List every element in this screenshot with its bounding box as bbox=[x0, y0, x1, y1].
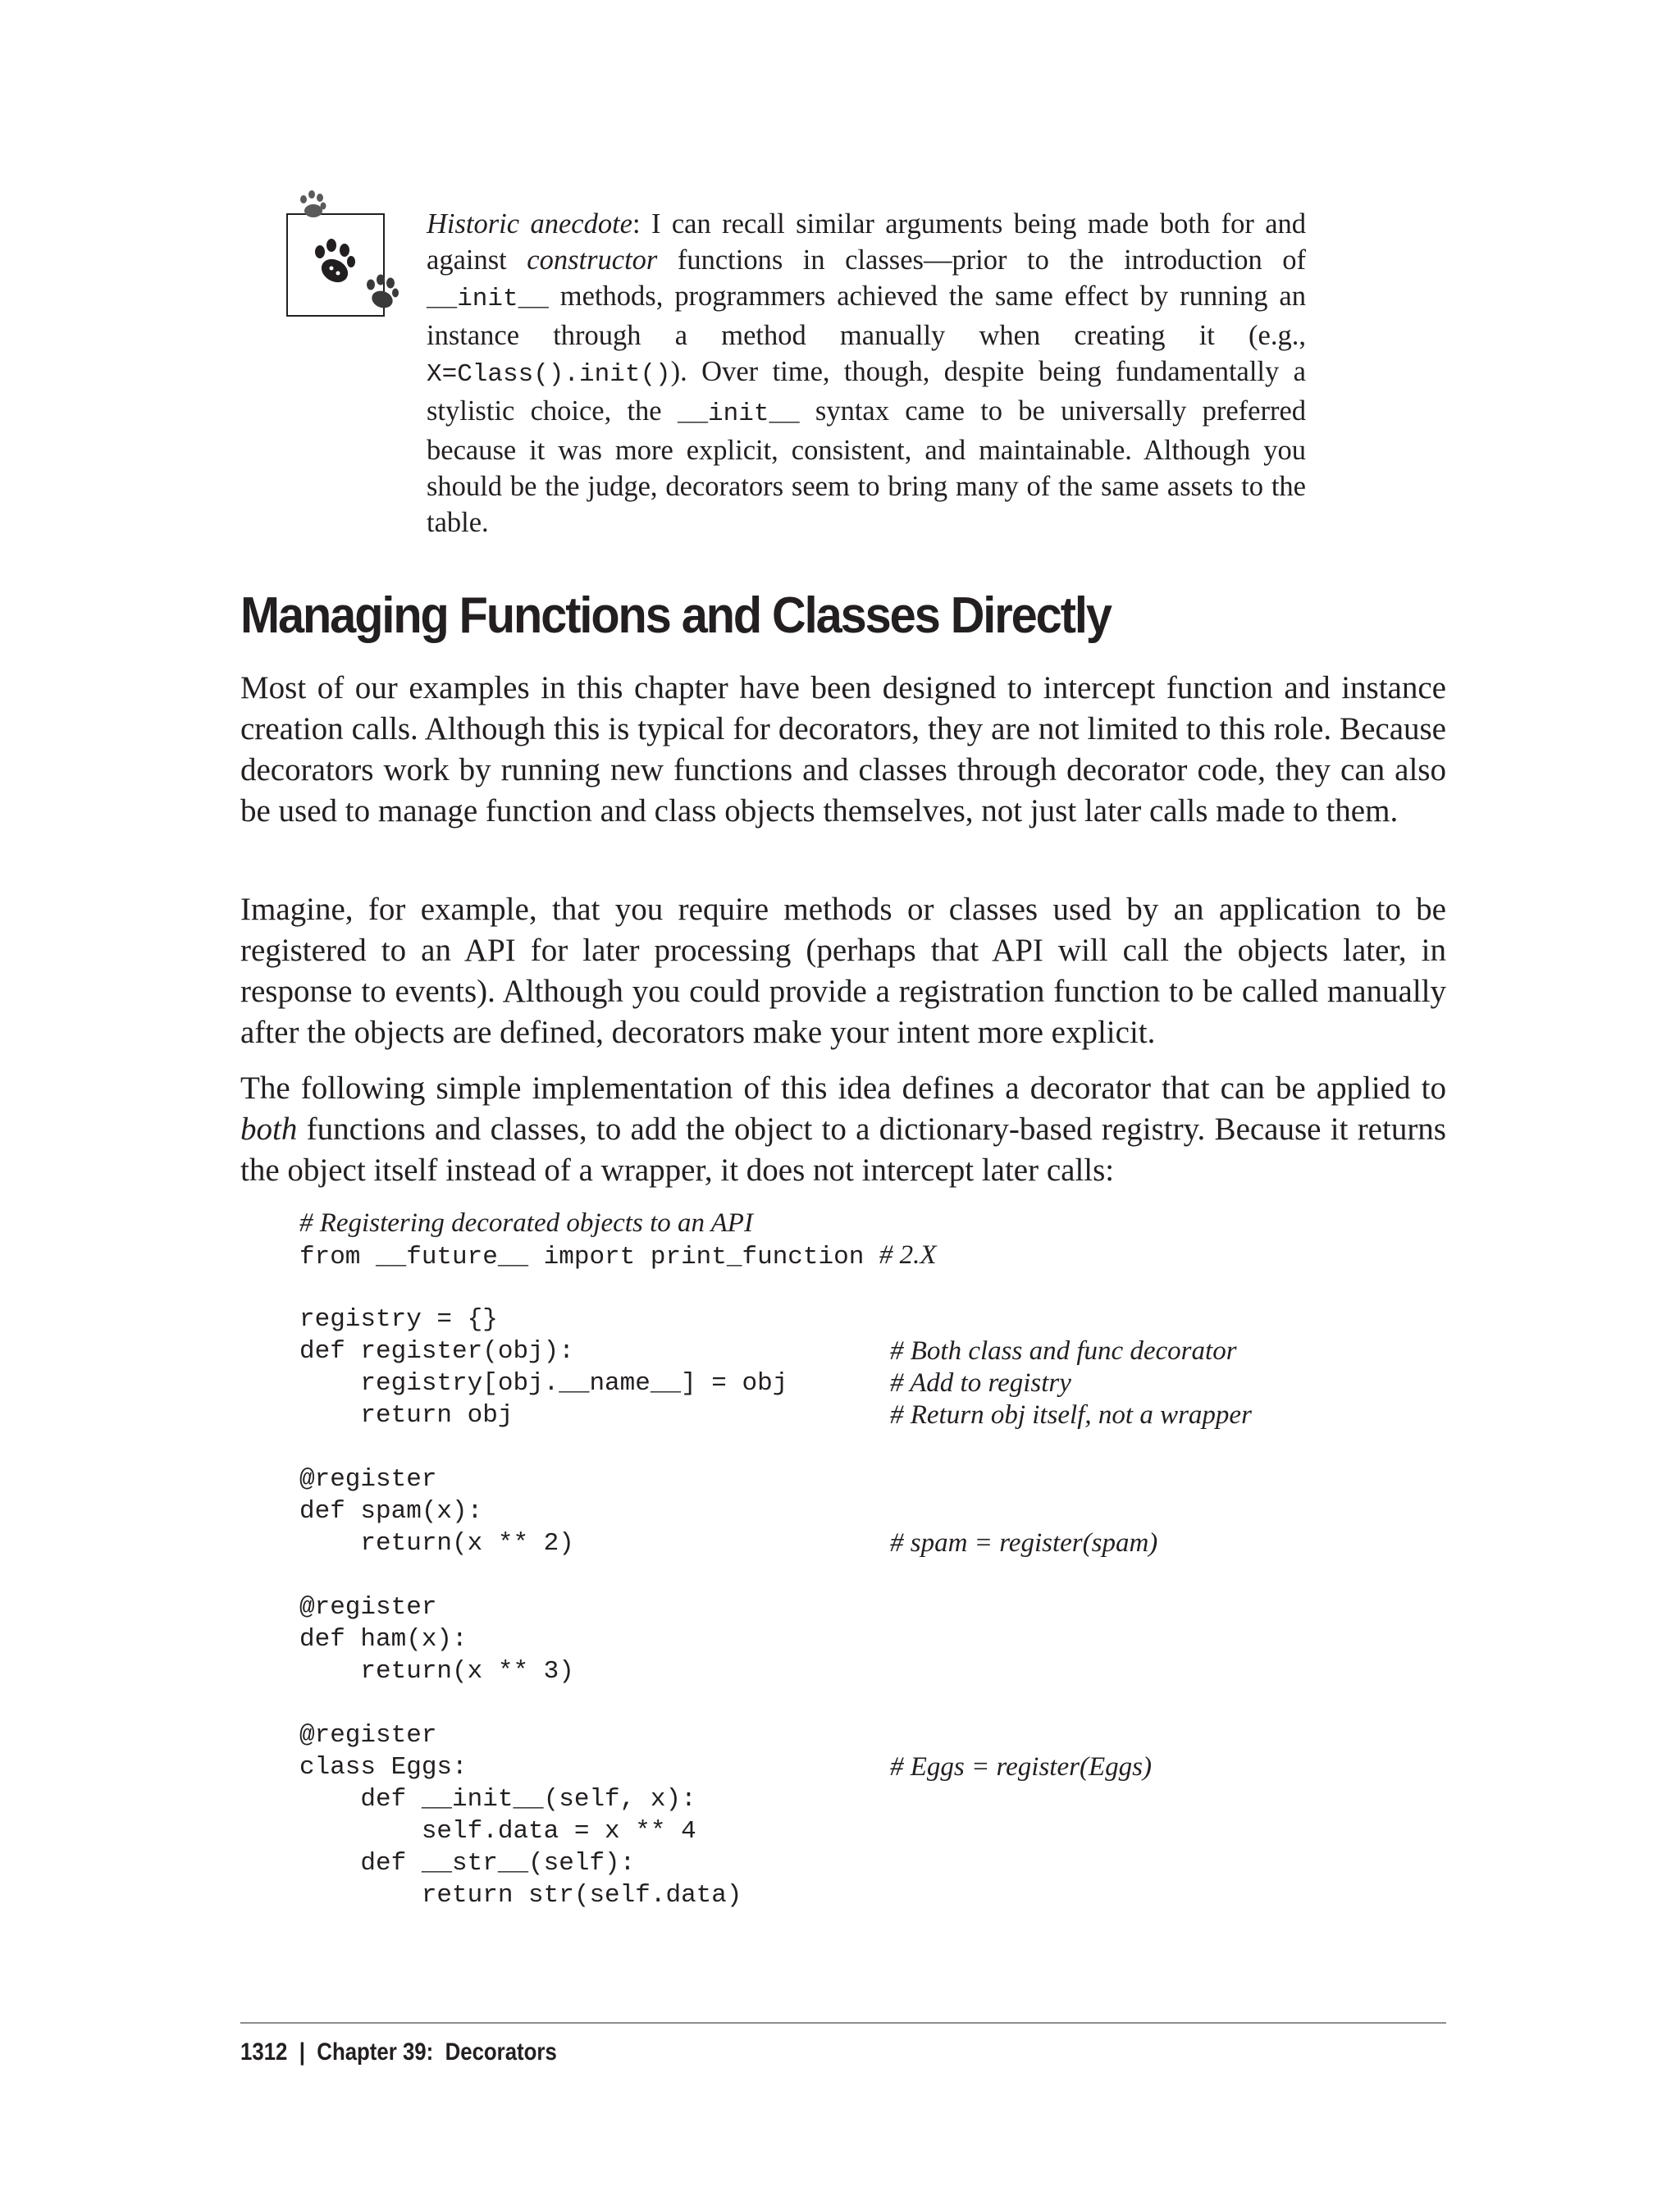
code-comment: # Registering decorated objects to an API bbox=[299, 1208, 753, 1238]
code-line-blank bbox=[299, 1431, 1366, 1463]
note-emphasis: constructor bbox=[527, 244, 658, 276]
code-line: @register bbox=[299, 1593, 437, 1622]
inline-code: X=Class().init() bbox=[427, 360, 671, 389]
code-comment: # Eggs = register(Eggs) bbox=[890, 1752, 1152, 1782]
code-line: def register(obj): # Both class and func decorator bbox=[299, 1336, 1237, 1366]
inline-code: __init__ bbox=[677, 399, 800, 428]
code-line: def __str__(self): bbox=[299, 1849, 636, 1878]
code-comment: # Return obj itself, not a wrapper bbox=[890, 1400, 1252, 1430]
code-line-blank bbox=[299, 1687, 1366, 1719]
code-line: class Eggs: # Eggs = register(Eggs) bbox=[299, 1752, 1152, 1782]
note-text: Historic anecdote: I can recall similar arguments being made both for and against constructor functions in classes—prior to the introduction of __init__ methods, programmers achieved the same effect by running an instance through a method manually when creating it (e.g., X=Class().init()). Over time, though, despite being fundamentally a stylistic choice, the __init__ syntax came to be universally preferred because it was more explicit, consistent, and maintainable. Although you should be the judge, decorators seem to bring many of the same assets to the table. bbox=[427, 208, 1307, 538]
code-comment: # Add to registry bbox=[890, 1368, 1071, 1398]
note-label: Historic anecdote bbox=[427, 208, 632, 240]
inline-code: __init__ bbox=[427, 285, 549, 313]
code-line bbox=[299, 1208, 1366, 1239]
page-number: 1312 bbox=[240, 2038, 288, 2066]
code-line: return str(self.data) bbox=[299, 1881, 742, 1910]
code-line: registry[obj.__name__] = obj # Add to registry bbox=[299, 1368, 1071, 1398]
paragraph-intro: Most of our examples in this chapter have been designed to intercept function and instance creation calls. Although this is typical for decorators, they are not limited to this role. Because decorators work by running new functions and classes through decorator code, they can also be used to manage function and class objects themselves, not just later calls made to them. bbox=[240, 670, 1446, 829]
code-line: @register bbox=[299, 1721, 437, 1750]
paragraph-implementation: The following simple implementation of this idea defines a decorator that can be applied to both functions and classes, to add the object to a dictionary-based registry. Because it returns the object itself instead of a wrapper, it does not intercept later calls: bbox=[240, 1071, 1446, 1188]
page-footer bbox=[240, 2036, 557, 2069]
code-line-blank bbox=[299, 1559, 1366, 1591]
emphasis-both: both bbox=[240, 1112, 298, 1147]
code-line: return obj # Return obj itself, not a wrapper bbox=[299, 1400, 1252, 1430]
code-listing bbox=[299, 1208, 1366, 1911]
code-line: def ham(x): bbox=[299, 1625, 468, 1654]
code-line: registry = {} bbox=[299, 1305, 498, 1334]
paragraph-example: Imagine, for example, that you require methods or classes used by an application to be registered to an API for later processing (perhaps that API will call the objects later, in response to events). Although you could provide a registration function to be called manually after the objects are defined, decorators make your intent more explicit. bbox=[240, 892, 1446, 1050]
chapter-title: Chapter 39: Decorators bbox=[317, 2038, 557, 2066]
code-line: self.data = x ** 4 bbox=[299, 1817, 696, 1846]
code-comment: # spam = register(spam) bbox=[890, 1528, 1158, 1558]
footer-separator: | bbox=[299, 2038, 305, 2066]
code-line: from __future__ import print_function # 2.X bbox=[299, 1240, 937, 1271]
code-line: @register bbox=[299, 1465, 437, 1494]
paw-prints-icon bbox=[285, 185, 417, 324]
code-line: def spam(x): bbox=[299, 1497, 483, 1526]
code-line: return(x ** 3) bbox=[299, 1657, 574, 1686]
code-line-blank bbox=[299, 1271, 1366, 1303]
code-line: return(x ** 2) # spam = register(spam) bbox=[299, 1528, 1158, 1558]
code-line: def __init__(self, x): bbox=[299, 1785, 696, 1814]
code-comment: # 2.X bbox=[879, 1240, 937, 1270]
code-comment: # Both class and func decorator bbox=[890, 1336, 1237, 1366]
footer-rule bbox=[240, 2022, 1446, 2024]
section-heading: Managing Functions and Classes Directly bbox=[240, 587, 1111, 644]
